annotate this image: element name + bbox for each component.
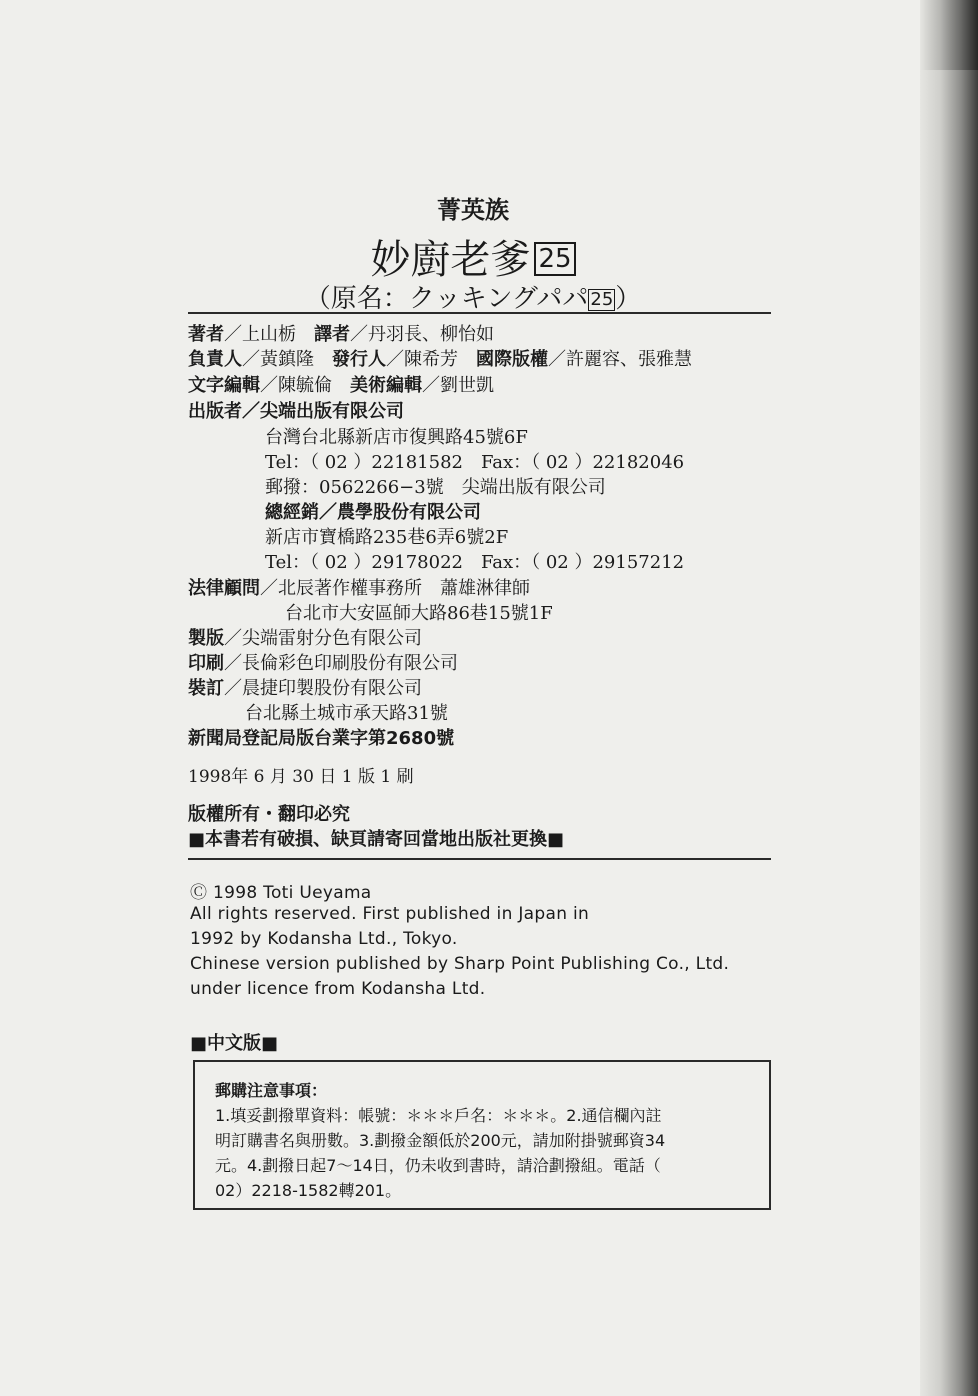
original-title-text: （原名：クッキングパパ [304, 284, 589, 314]
distributor-address: 新店市寶橋路235巷6弄6號2F [265, 527, 509, 548]
credit-label-intl-rights: 國際版權 [476, 349, 548, 370]
original-title-close: ） [615, 284, 642, 314]
original-title [0, 278, 946, 315]
copyright-line-1: Ⓒ 1998 Toti Ueyama [190, 883, 372, 903]
rights-reserved [188, 802, 350, 827]
publisher-tel-fax: Tel：（ 02 ）22181582 Fax：（ 02 ）22182046 [265, 452, 685, 473]
publisher-postal-transfer: 郵撥：0562266−3號 尖端出版有限公司 [265, 477, 606, 498]
credit-text-text-editor: ／陳毓倫 [260, 375, 350, 396]
distributor-name: ／農學股份有限公司 [319, 502, 481, 523]
binding-line [188, 676, 422, 701]
binding-address: 台北縣土城市承天路31號 [245, 703, 448, 724]
mail-order-line-1: 1.填妥劃撥單資料：帳號：＊＊＊戶名：＊＊＊。2.通信欄內註 [215, 1106, 662, 1125]
plate-label: 製版 [188, 628, 224, 649]
registration-number [188, 726, 454, 751]
middle-rule [188, 858, 771, 860]
title-text: 妙廚老爹 [370, 237, 531, 283]
replace-notice-text: ■本書若有破損、缺頁請寄回當地出版社更換■ [188, 829, 565, 850]
distributor-tel-fax: Tel：（ 02 ）29178022 Fax：（ 02 ）29157212 [265, 552, 685, 573]
mail-order-notice-box [193, 1060, 771, 1210]
credit-line-1 [188, 322, 494, 347]
legal-text: ／北辰著作權事務所 蕭雄淋律師 [260, 578, 530, 599]
legal-address: 台北市大安區師大路86巷15號1F [285, 603, 553, 624]
legal-label: 法律顧問 [188, 578, 260, 599]
chinese-edition-label: ■中文版■ [190, 1033, 279, 1054]
original-volume-number: 25 [590, 289, 614, 310]
credit-text-publisher: ／尖端出版有限公司 [242, 401, 404, 422]
mail-order-line-4: 02）2218-1582轉201。 [215, 1181, 402, 1200]
credit-text-translator: ／丹羽長、柳怡如 [350, 324, 494, 345]
book-title [0, 228, 946, 285]
credit-label-translator: 譯者 [314, 324, 350, 345]
page-corner-shadow [920, 0, 978, 70]
plate-line [188, 626, 422, 651]
credit-line-2 [188, 347, 692, 372]
credit-label-publisher: 出版者 [188, 401, 242, 422]
credit-text-issuer: ／陳希芳 [386, 349, 476, 370]
credit-text-intl-rights: ／許麗容、張雅慧 [548, 349, 692, 370]
credit-line-publisher [188, 399, 404, 424]
mail-order-heading: 郵購注意事項： [215, 1081, 328, 1100]
copyright-line-4: Chinese version published by Sharp Point Publishing Co., Ltd. [190, 954, 730, 974]
mail-order-line-2: 明訂購書名與册數。3.劃撥金額低於200元，請加附掛號郵資34 [215, 1131, 666, 1150]
top-rule [188, 312, 771, 314]
credit-label-issuer: 發行人 [332, 349, 386, 370]
credit-label-author: 著者 [188, 324, 224, 345]
mail-order-line-3: 元。4.劃撥日起7～14日，仍未收到書時，請洽劃撥組。電話（ [215, 1156, 661, 1175]
credit-label-text-editor: 文字編輯 [188, 375, 260, 396]
copyright-line-5: under licence from Kodansha Ltd. [190, 979, 486, 999]
print-label: 印刷 [188, 653, 224, 674]
replace-notice [188, 827, 564, 852]
series-name: 菁英族 [437, 196, 509, 224]
registration-text: 新聞局登記局版台業字第2680號 [188, 728, 455, 749]
credit-label-art-editor: 美術編輯 [350, 375, 422, 396]
volume-number: 25 [534, 242, 575, 276]
rights-text: 版權所有・翻印必究 [188, 804, 350, 825]
distributor-line [265, 500, 481, 525]
credit-label-responsible: 負責人 [188, 349, 242, 370]
binding-label: 裝訂 [188, 678, 224, 699]
distributor-label: 總經銷 [265, 502, 319, 523]
print-text: ／長倫彩色印刷股份有限公司 [224, 653, 458, 674]
publisher-address: 台灣台北縣新店市復興路45號6F [265, 427, 528, 448]
credit-text-art-editor: ／劉世凱 [422, 375, 494, 396]
copyright-line-2: All rights reserved. First published in Japan in [190, 904, 590, 924]
print-line [188, 651, 458, 676]
credit-text-author: ／上山栃 [224, 324, 314, 345]
credit-line-3 [188, 373, 494, 398]
binding-text: ／晨捷印製股份有限公司 [224, 678, 422, 699]
edition-date: 1998年 6 月 30 日 1 版 1 刷 [188, 767, 414, 787]
plate-text: ／尖端雷射分色有限公司 [224, 628, 422, 649]
copyright-line-3: 1992 by Kodansha Ltd., Tokyo. [190, 929, 458, 949]
legal-line [188, 576, 530, 601]
credit-text-responsible: ／黃鎮隆 [242, 349, 332, 370]
